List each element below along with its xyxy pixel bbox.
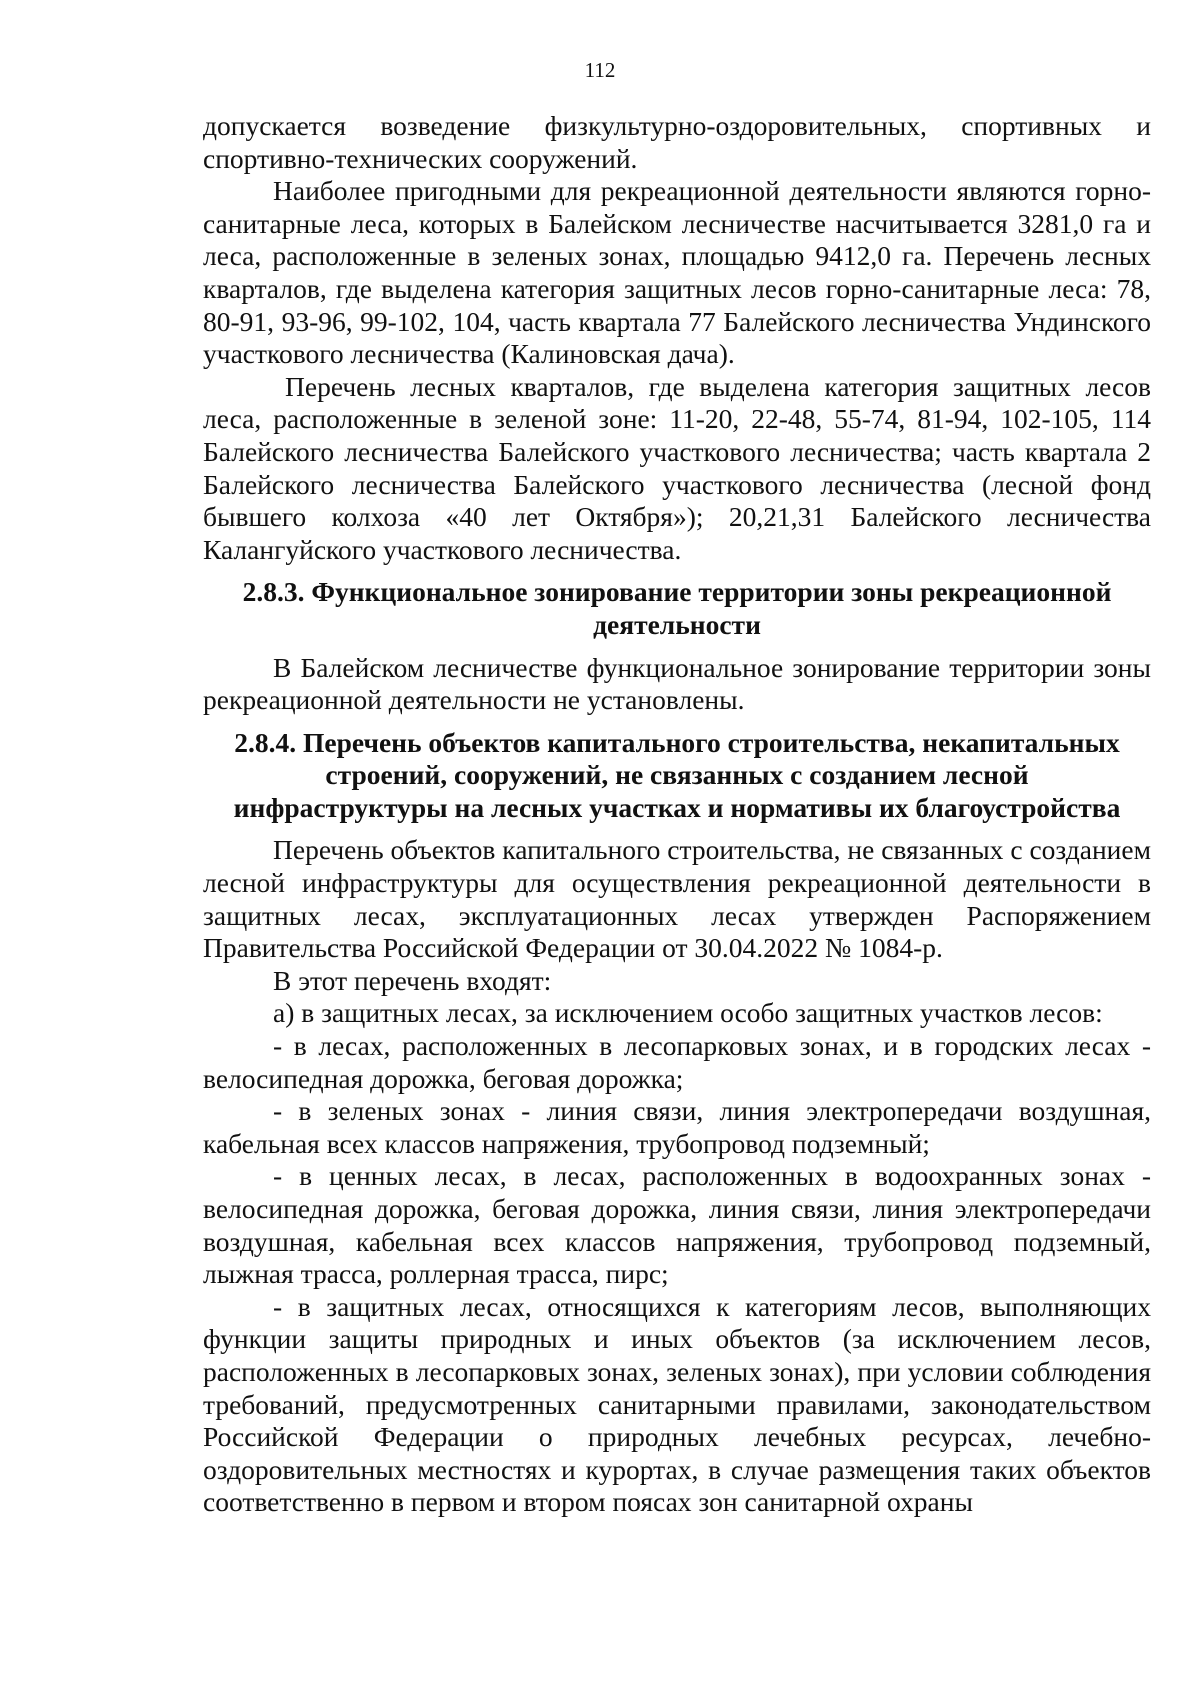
list-item-valuable-forests: - в ценных лесах, в лесах, расположенных в водоохранных зонах - велосипедная дорожка, беговая дорожка, линия связи, линия электропередачи воздушная, кабельная всех классов напряжения, трубопровод подземный, лыжная трасса, роллерная трасса, пирс;	[203, 1160, 1151, 1290]
heading-line: инфраструктуры на лесных участках и нормативы их благоустройства	[233, 791, 1121, 823]
list-item-a: а) в защитных лесах, за исключением особо защитных участков лесов:	[273, 997, 1103, 1029]
heading-line: 2.8.3. Функциональное зонирование территории зоны рекреационной	[242, 576, 1112, 608]
paragraph-green-zone-quarters: Перечень лесных кварталов, где выделена категория защитных лесов леса, расположенные в зеленой зоне: 11-20, 22-48, 55-74, 81-94, 102-105, 114 Балейского лесничества Балейского участкового лесничества; часть квартала 2 Балейского лесничества Балейского участкового лесничества (лесной фонд бывшего колхоза «40 лет Октября»); 20,21,31 Балейского лесничества Калангуйского участкового лесничества.	[203, 370, 1151, 565]
document-body	[203, 110, 1151, 1519]
heading-line: деятельности	[593, 608, 761, 640]
paragraph-list-intro: В этот перечень входят:	[273, 964, 552, 996]
list-item-forest-park: - в лесах, расположенных в лесопарковых зонах, и в городских лесах - велосипедная дорожка, беговая дорожка;	[203, 1030, 1151, 1094]
section-heading-2-8-3	[203, 576, 1151, 641]
paragraph-capital-objects-list: Перечень объектов капитального строительства, не связанных с созданием лесной инфраструктуры для осуществления рекреационной деятельности в защитных лесах, эксплуатационных лесах утвержден Распоряжением Правительства Российской Федерации от 30.04.2022 № 1084-р.	[203, 834, 1151, 964]
paragraph-zoning-not-set: В Балейском лесничестве функциональное зонирование территории зоны рекреационной деятельности не установлены.	[203, 651, 1151, 716]
page-number: 112	[584, 58, 616, 82]
list-item-green-zones: - в зеленых зонах - линия связи, линия электропередачи воздушная, кабельная всех классов напряжения, трубопровод подземный;	[203, 1095, 1151, 1159]
list-item-protective-forests: - в защитных лесах, относящихся к категориям лесов, выполняющих функции защиты природных и иных объектов (за исключением лесов, расположенных в лесопарковых зонах, зеленых зонах), при условии соблюдения требований, предусмотренных санитарными правилами, законодательством Российской Федерации о природных лечебных ресурсах, лечебно-оздоровительных местностях и курортах, в случае размещения таких объектов соответственно в первом и втором поясах зон санитарной охраны	[203, 1290, 1151, 1518]
section-heading-2-8-4	[203, 727, 1151, 825]
paragraph-continuation: допускается возведение физкультурно-оздоровительных, спортивных и спортивно-технических сооружений.	[203, 110, 1151, 174]
heading-line: 2.8.4. Перечень объектов капитального строительства, некапитальных	[234, 726, 1120, 758]
heading-line: строений, сооружений, не связанных с созданием лесной	[325, 759, 1029, 791]
paragraph-recreation-forests: Наиболее пригодными для рекреационной деятельности являются горно-санитарные леса, которых в Балейском лесничестве насчитывается 3281,0 га и леса, расположенные в зеленых зонах, площадью 9412,0 га. Перечень лесных кварталов, где выделена категория защитных лесов горно-санитарные леса: 78, 80-91, 93-96, 99-102, 104, часть квартала 77 Балейского лесничества Ундинского участкового лесничества (Калиновская дача).	[203, 175, 1151, 370]
